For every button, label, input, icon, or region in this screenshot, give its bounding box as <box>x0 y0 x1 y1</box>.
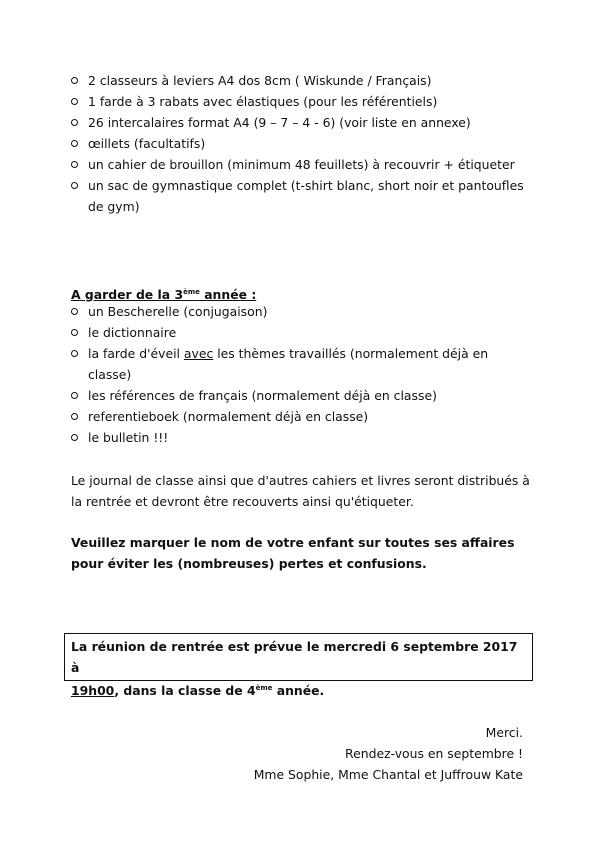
list-item: un sac de gymnastique complet (t-shirt blanc, short noir et pantoufles de gym) <box>70 175 530 217</box>
list-item: 2 classeurs à leviers A4 dos 8cm ( Wiskunde / Français) <box>70 70 530 91</box>
keep-list <box>70 301 530 448</box>
list-item: les références de français (normalement déjà en classe) <box>70 385 530 406</box>
list-item: 26 intercalaires format A4 (9 – 7 – 4 - 6) (voir liste en annexe) <box>70 112 530 133</box>
list-item: le bulletin !!! <box>70 427 530 448</box>
names-line: Mme Sophie, Mme Chantal et Juffrouw Kate <box>253 767 523 782</box>
list-item: la farde d'éveil avec les thèmes travaillés (normalement déjà en classe) <box>70 343 530 385</box>
list-item: le dictionnaire <box>70 322 530 343</box>
journal-paragraph: Le journal de classe ainsi que d'autres cahiers et livres seront distribués à la rentrée et devront être recouverts ainsi qu'étiqueter. <box>71 473 530 509</box>
supplies-list <box>70 70 530 217</box>
list-item: œillets (facultatifs) <box>70 133 530 154</box>
list-item: referentieboek (normalement déjà en classe) <box>70 406 530 427</box>
list-item: un cahier de brouillon (minimum 48 feuillets) à recouvrir + étiqueter <box>70 154 530 175</box>
list-item: un Bescherelle (conjugaison) <box>70 301 530 322</box>
signature-block <box>254 722 523 785</box>
list-item: 1 farde à 3 rabats avec élastiques (pour les référentiels) <box>70 91 530 112</box>
rdv-line: Rendez-vous en septembre ! <box>345 746 523 761</box>
section-heading: A garder de la 3ème année : <box>71 287 257 303</box>
thanks-line: Merci. <box>485 725 523 740</box>
reminder-paragraph: Veuillez marquer le nom de votre enfant sur toutes ses affaires pour éviter les (nombreuses) pertes et confusions. <box>71 535 515 571</box>
meeting-box: La réunion de rentrée est prévue le mercredi 6 septembre 2017 à 19h00, dans la classe de 4ème année. <box>64 633 533 681</box>
